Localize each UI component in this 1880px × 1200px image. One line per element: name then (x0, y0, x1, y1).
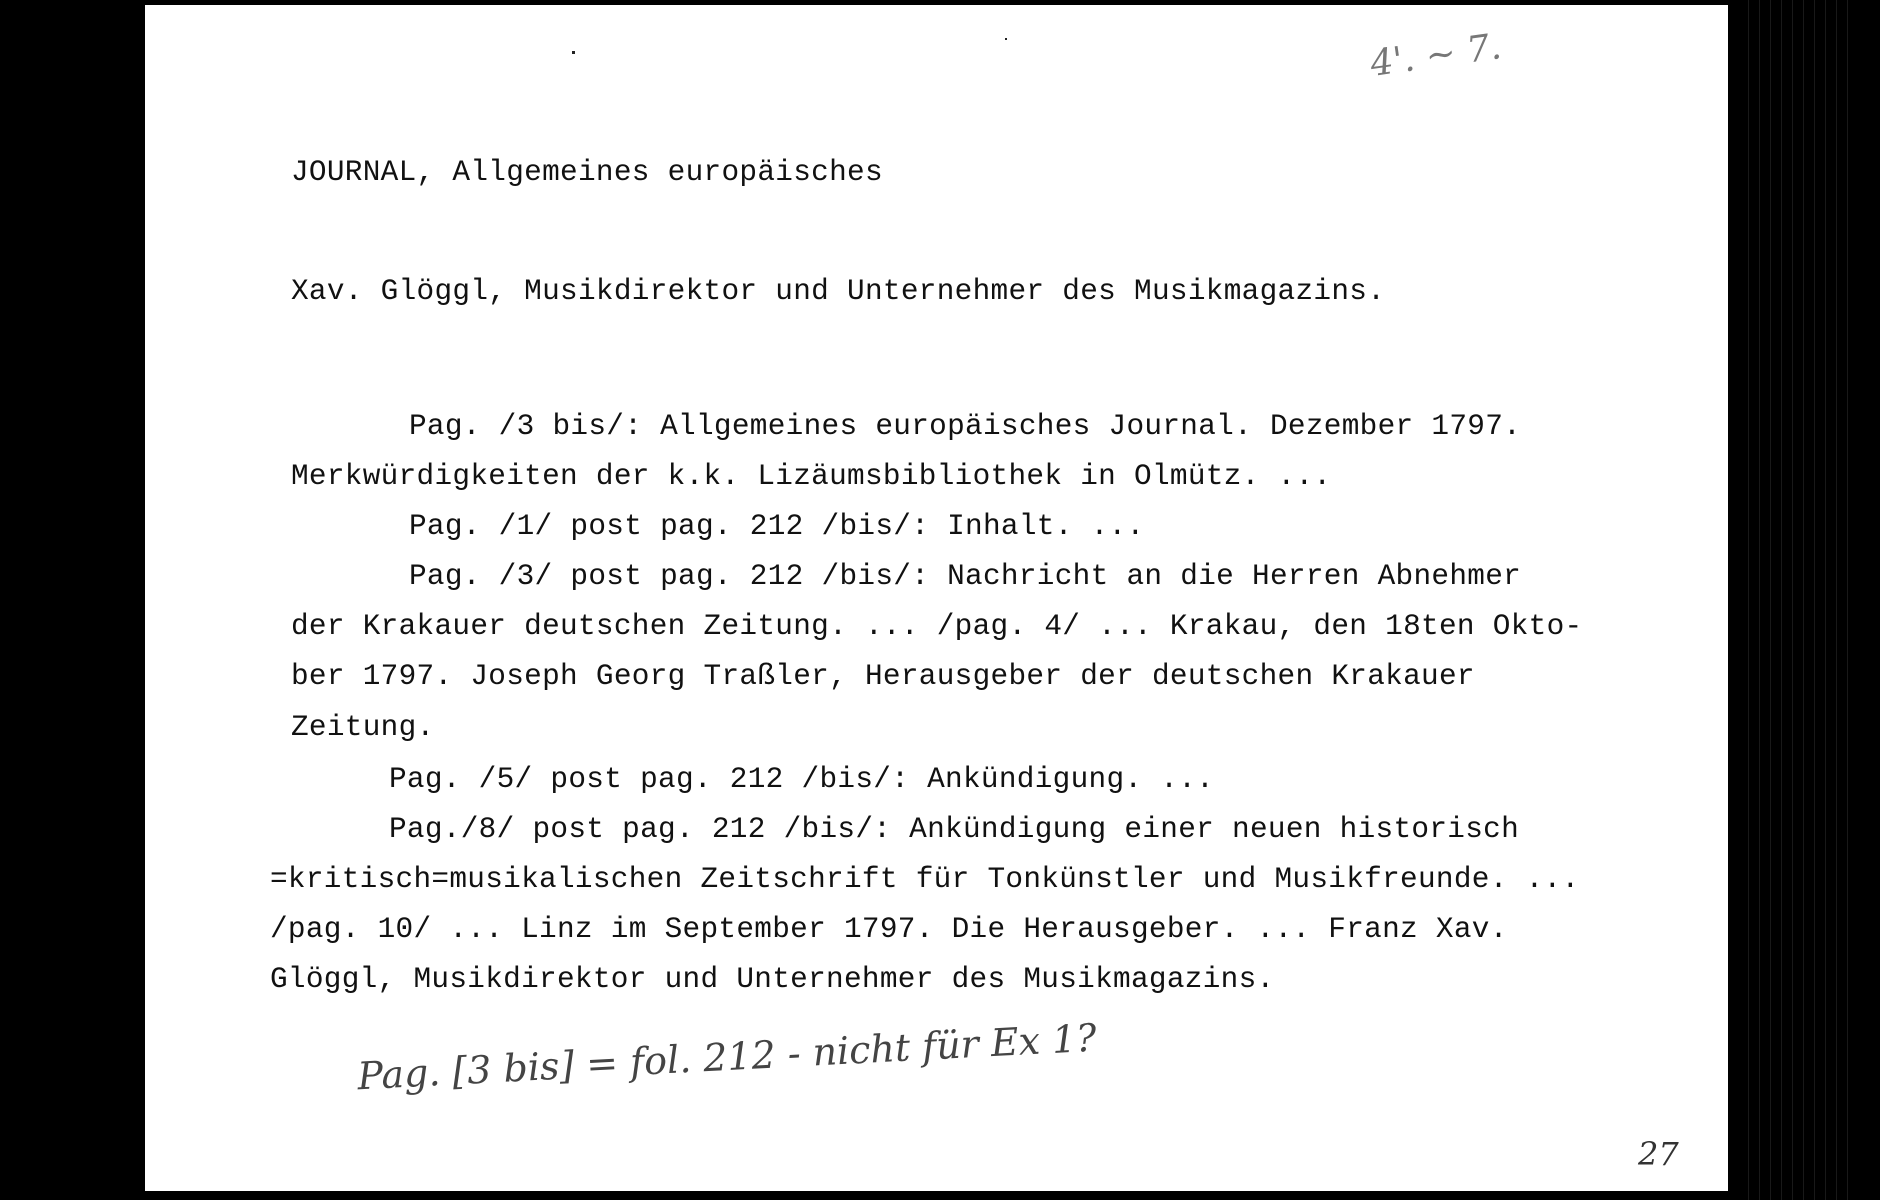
scan-speck (572, 51, 575, 54)
text-line-10: =kritisch=musikalischen Zeitschrift für Tonkünstler und Musikfreunde. ... (270, 863, 1580, 896)
text-line-12: Glöggl, Musikdirektor und Unternehmer des Musikmagazins. (270, 963, 1275, 996)
text-line-2: Merkwürdigkeiten der k.k. Lizäumsbibliothek in Olmütz. ... (291, 460, 1332, 493)
text-line-7: Zeitung. (291, 711, 435, 744)
card-editor: Xav. Glöggl, Musikdirektor und Unternehmer des Musikmagazins. (291, 275, 1386, 308)
scan-edge-noise (1745, 0, 1855, 1200)
text-line-9: Pag./8/ post pag. 212 /bis/: Ankündigung einer neuen historisch (389, 813, 1520, 846)
text-line-3: Pag. /1/ post pag. 212 /bis/: Inhalt. ... (409, 510, 1145, 543)
text-line-8: Pag. /5/ post pag. 212 /bis/: Ankündigung. ... (389, 763, 1215, 796)
text-line-5: der Krakauer deutschen Zeitung. ... /pag. 4/ ... Krakau, den 18ten Okto- (291, 610, 1583, 643)
card-heading: JOURNAL, Allgemeines europäisches (291, 156, 883, 189)
text-line-1: Pag. /3 bis/: Allgemeines europäisches Journal. Dezember 1797. (409, 410, 1522, 443)
text-line-4: Pag. /3/ post pag. 212 /bis/: Nachricht an die Herren Abnehmer (409, 560, 1522, 593)
catalog-card (145, 5, 1728, 1191)
scan-speck (1005, 38, 1007, 40)
page-number: 27 (1638, 1135, 1679, 1173)
handwritten-note: Pag. [3 bis] = fol. 212 - nicht für Ex 1? (356, 1015, 1098, 1099)
corner-note: 4'. ~ 7. (1367, 26, 1504, 85)
text-line-11: /pag. 10/ ... Linz im September 1797. Die Herausgeber. ... Franz Xav. (270, 913, 1508, 946)
text-line-6: ber 1797. Joseph Georg Traßler, Herausgeber der deutschen Krakauer (291, 660, 1475, 693)
